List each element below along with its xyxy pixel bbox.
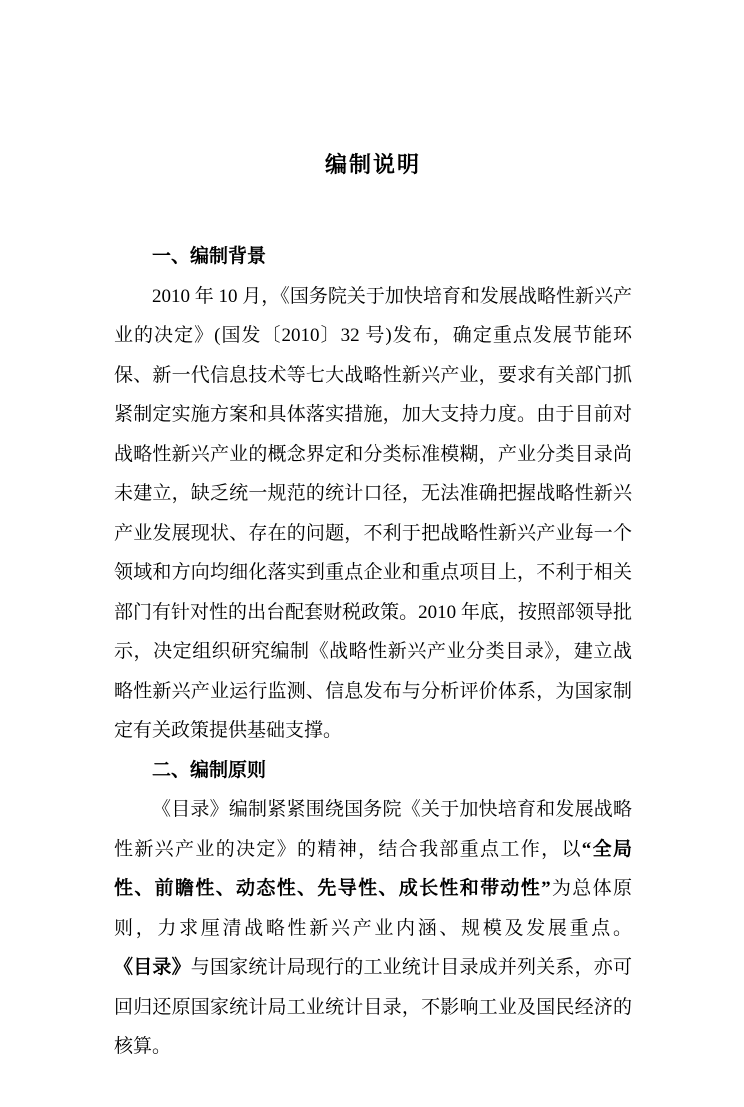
section-heading: 二、编制原则 [152, 759, 267, 781]
document-body [114, 237, 632, 1067]
bold-text-run: 《目录》 [114, 957, 191, 978]
bold-text-run: “全局性、前瞻性、动态性、先导性、成长性和带动性” [114, 838, 632, 899]
text-run: 2010 年 10 月，《国务院关于加快培育和发展战略性新兴产业的决定》(国发〔2010〕32 号)发布，确定重点发展节能环保、新一代信息技术等七大战略性新兴产业，要求有关部门抓紧制定实施方案和具体落实措施，加大支持力度。由于目前对战略性新兴产业的概念界定和分类标准模糊，产业分类目录尚未建立，缺乏统一规范的统计口径，无法准确把握战略性新兴产业发展现状、存在的问题，不利于把战略性新兴产业每一个领域和方向均细化落实到重点企业和重点项目上，不利于相关部门有针对性的出台配套财税政策。2010 年底，按照部领导批示，决定组织研究编制《战略性新兴产业分类目录》，建立战略性新兴产业运行监测、信息发布与分析评价体系，为国家制定有关政策提供基础支撑。 [114, 285, 632, 741]
paragraph [114, 790, 632, 1067]
paragraph [114, 277, 632, 751]
text-run: 《目录》编制紧紧围绕国务院《关于加快培育和发展战略性新兴产业的决定》的精神，结合我部重点工作，以 [114, 799, 632, 860]
text-run: 与国家统计局现行的工业统计目录成并列关系，亦可回归还原国家统计局工业统计目录，不影响工业及国民经济的核算。 [114, 957, 632, 1057]
section-heading: 一、编制背景 [152, 246, 267, 267]
document-title: 编制说明 [324, 152, 421, 177]
text-run: 为总体原则，力求厘清战略性新兴产业内涵、规模及发展重点。 [114, 878, 632, 939]
